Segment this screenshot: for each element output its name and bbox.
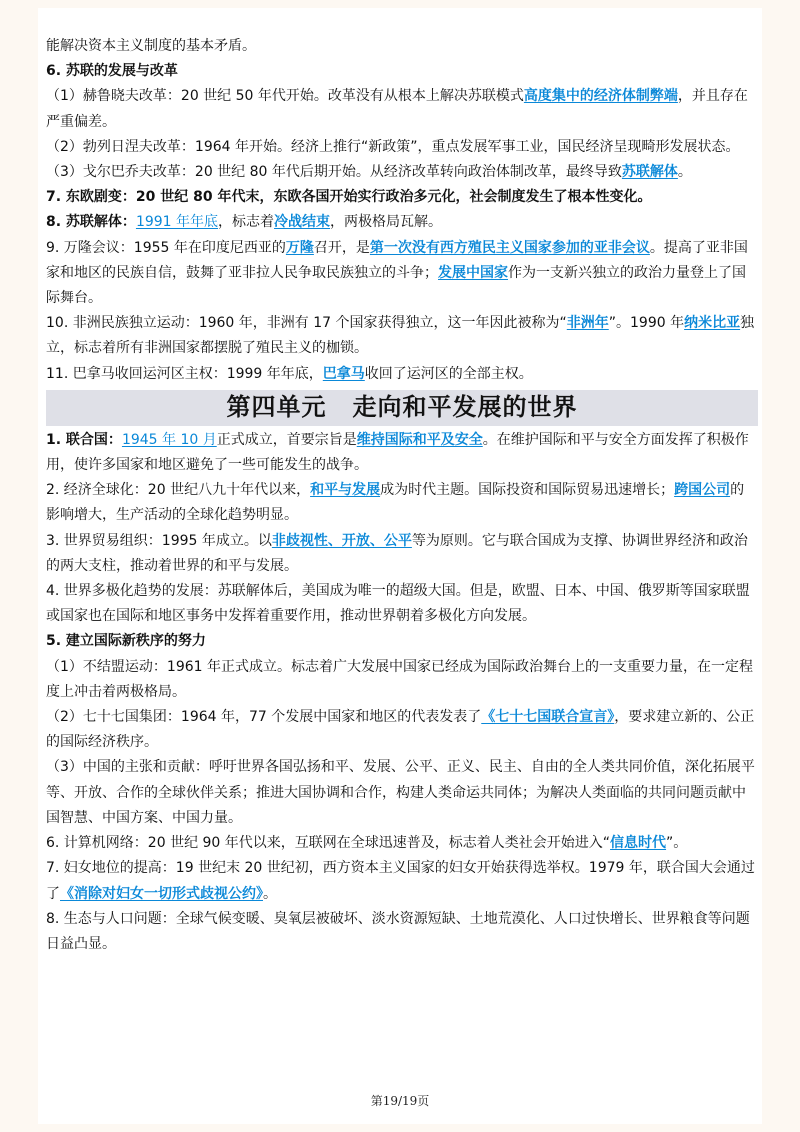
paragraph: 9. 万隆会议：1955 年在印度尼西亚的万隆召开，是第一次没有西方殖民主义国家参加的亚非会议。提高了亚非国家和地区的民族自信，鼓舞了亚非拉人民争取民族独立的斗争；发展中国家作为一支新兴独立的政治力量登上了国际舞台。: [46, 239, 748, 307]
paragraph: （3）中国的主张和贡献：呼吁世界各国弘扬和平、发展、公平、正义、民主、自由的全人类共同价值，深化拓展平等、开放、合作的全球伙伴关系；推进大国协调和合作，构建人类命运共同体；为解决人类面临的共同问题贡献中国智慧、中国方案、中国力量。: [46, 759, 755, 826]
highlight-term: 1945 年 10 月: [121, 431, 217, 448]
highlight-term: 第一次没有西方殖民主义国家参加的亚非会议: [369, 239, 650, 256]
highlight-term: 巴拿马: [322, 365, 365, 382]
document-body: [46, 34, 758, 957]
paragraph: 8. 生态与人口问题：全球气候变暖、臭氧层被破坏、淡水资源短缺、土地荒漠化、人口过快增长、世界粮食等问题日益凸显。: [46, 910, 750, 952]
paragraph: （3）戈尔巴乔夫改革：20 世纪 80 年代后期开始。从经济改革转向政治体制改革，最终导致苏联解体。: [46, 164, 692, 181]
highlight-term: 1991 年年底: [135, 214, 219, 231]
paragraph: 1. 联合国：1945 年 10 月正式成立，首要宗旨是维持国际和平及安全。在维护国际和平与安全方面发挥了积极作用，使许多国家和地区避免了一些可能发生的战争。: [46, 431, 749, 474]
paragraph: 7. 东欧剧变：20 世纪 80 年代末，东欧各国开始实行政治多元化，社会制度发生了根本性变化。: [46, 189, 652, 206]
highlight-term: 和平与发展: [310, 482, 381, 499]
paragraph: （1）不结盟运动：1961 年正式成立。标志着广大发展中国家已经成为国际政治舞台上的一支重要力量，在一定程度上冲击着两极格局。: [46, 658, 753, 700]
paragraph: 4. 世界多极化趋势的发展：苏联解体后，美国成为唯一的超级大国。但是，欧盟、日本、中国、俄罗斯等国家联盟或国家也在国际和地区事务中发挥着重要作用，推动世界朝着多极化方向发展。: [46, 583, 750, 625]
unit-title-banner: 第四单元 走向和平发展的世界: [46, 390, 758, 426]
paragraph: 7. 妇女地位的提高：19 世纪末 20 世纪初，西方资本主义国家的妇女开始获得选举权。1979 年，联合国大会通过了《消除对妇女一切形式歧视公约》。: [46, 860, 755, 902]
highlight-term: 苏联解体: [621, 164, 678, 181]
page-number: 第19/19页: [370, 1094, 430, 1108]
paragraph: 10. 非洲民族独立运动：1960 年，非洲有 17 个国家获得独立，这一年因此被称为“非洲年”。1990 年纳米比亚独立，标志着所有非洲国家都摆脱了殖民主义的枷锁。: [46, 315, 755, 357]
highlight-term: 发展中国家: [438, 264, 508, 281]
highlight-term: 跨国公司: [674, 482, 731, 499]
highlight-term: 非洲年: [566, 315, 609, 332]
paragraph: 能解决资本主义制度的基本矛盾。: [46, 38, 256, 54]
highlight-term: 高度集中的经济体制弊端: [523, 88, 678, 105]
section-heading: 5. 建立国际新秩序的努力: [46, 633, 206, 650]
paragraph: （1）赫鲁晓夫改革：20 世纪 50 年代开始。改革没有从根本上解决苏联模式高度集中的经济体制弊端，并且存在严重偏差。: [46, 88, 748, 130]
paragraph: 11. 巴拿马收回运河区主权：1999 年年底，巴拿马收回了运河区的全部主权。: [46, 365, 533, 382]
paragraph: 3. 世界贸易组织：1995 年成立。以非歧视性、开放、公平等为原则。它与联合国成为支撑、协调世界经济和政治的两大支柱，推动着世界的和平与发展。: [46, 532, 748, 574]
highlight-term: 信息时代: [610, 835, 667, 852]
section-heading: 6. 苏联的发展与改革: [46, 63, 178, 80]
highlight-term: 纳米比亚: [684, 315, 741, 332]
paragraph: （2）七十七国集团：1964 年，77 个发展中国家和地区的代表发表了《七十七国联合宣言》，要求建立新的、公正的国际经济秩序。: [46, 709, 755, 751]
paragraph: 2. 经济全球化：20 世纪八九十年代以来，和平与发展成为时代主题。国际投资和国际贸易迅速增长；跨国公司的影响增大，生产活动的全球化趋势明显。: [46, 482, 745, 524]
highlight-term: 《消除对妇女一切形式歧视公约》: [60, 885, 263, 902]
highlight-term: 维持国际和平及安全: [356, 431, 483, 448]
highlight-term: 冷战结束: [274, 214, 331, 231]
paragraph: 6. 计算机网络：20 世纪 90 年代以来，互联网在全球迅速普及，标志着人类社会开始进入“信息时代”。: [46, 835, 688, 852]
highlight-term: 万隆: [285, 239, 314, 256]
paragraph: （2）勃列日涅夫改革：1964 年开始。经济上推行“新政策”，重点发展军事工业，国民经济呈现畸形发展状态。: [46, 138, 740, 155]
paragraph: 8. 苏联解体：1991 年年底，标志着冷战结束，两极格局瓦解。: [46, 214, 443, 231]
highlight-term: 非歧视性、开放、公平: [271, 532, 412, 549]
highlight-term: 《七十七国联合宣言》: [481, 709, 615, 726]
